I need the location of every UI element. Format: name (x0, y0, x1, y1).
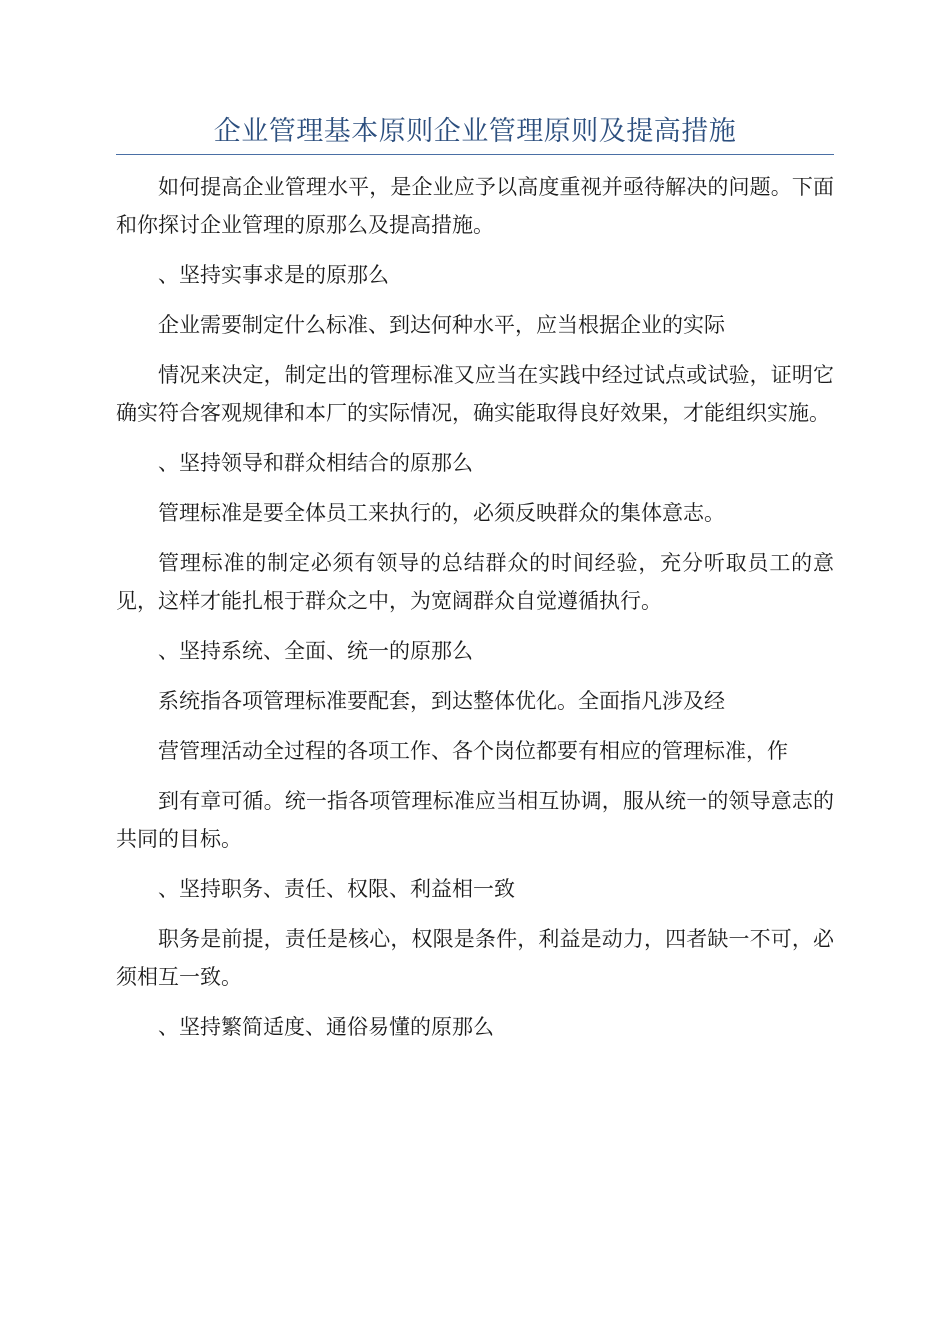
paragraph: 情况来决定，制定出的管理标准又应当在实践中经过试点或试验，证明它确实符合客观规律和本厂的实际情况，确实能取得良好效果，才能组织实施。 (116, 363, 834, 425)
section-heading-4: 、坚持职务、责任、权限、利益相一致 (158, 877, 515, 901)
document-body (116, 168, 834, 1058)
paragraph: 到有章可循。统一指各项管理标准应当相互协调，服从统一的领导意志的共同的目标。 (116, 789, 834, 851)
paragraph: 职务是前提，责任是核心，权限是条件，利益是动力，四者缺一不可，必须相互一致。 (116, 927, 834, 989)
paragraph: 企业需要制定什么标准、到达何种水平，应当根据企业的实际 (158, 313, 725, 337)
title-underline (116, 154, 834, 155)
section-heading-5: 、坚持繁简适度、通俗易懂的原那么 (158, 1015, 494, 1039)
section-heading-2: 、坚持领导和群众相结合的原那么 (158, 451, 473, 475)
section-heading-3: 、坚持系统、全面、统一的原那么 (158, 639, 473, 663)
paragraph: 管理标准是要全体员工来执行的，必须反映群众的集体意志。 (158, 501, 725, 525)
paragraph: 系统指各项管理标准要配套，到达整体优化。全面指凡涉及经 (158, 689, 725, 713)
section-heading-1: 、坚持实事求是的原那么 (158, 263, 389, 287)
paragraph: 营管理活动全过程的各项工作、各个岗位都要有相应的管理标准，作 (158, 739, 788, 763)
paragraph-intro: 如何提高企业管理水平，是企业应予以高度重视并亟待解决的问题。下面和你探讨企业管理的原那么及提高措施。 (116, 175, 834, 237)
paragraph: 管理标准的制定必须有领导的总结群众的时间经验，充分听取员工的意见，这样才能扎根于群众之中，为宽阔群众自觉遵循执行。 (116, 551, 834, 613)
document-title: 企业管理基本原则企业管理原则及提高措施 (213, 116, 737, 147)
